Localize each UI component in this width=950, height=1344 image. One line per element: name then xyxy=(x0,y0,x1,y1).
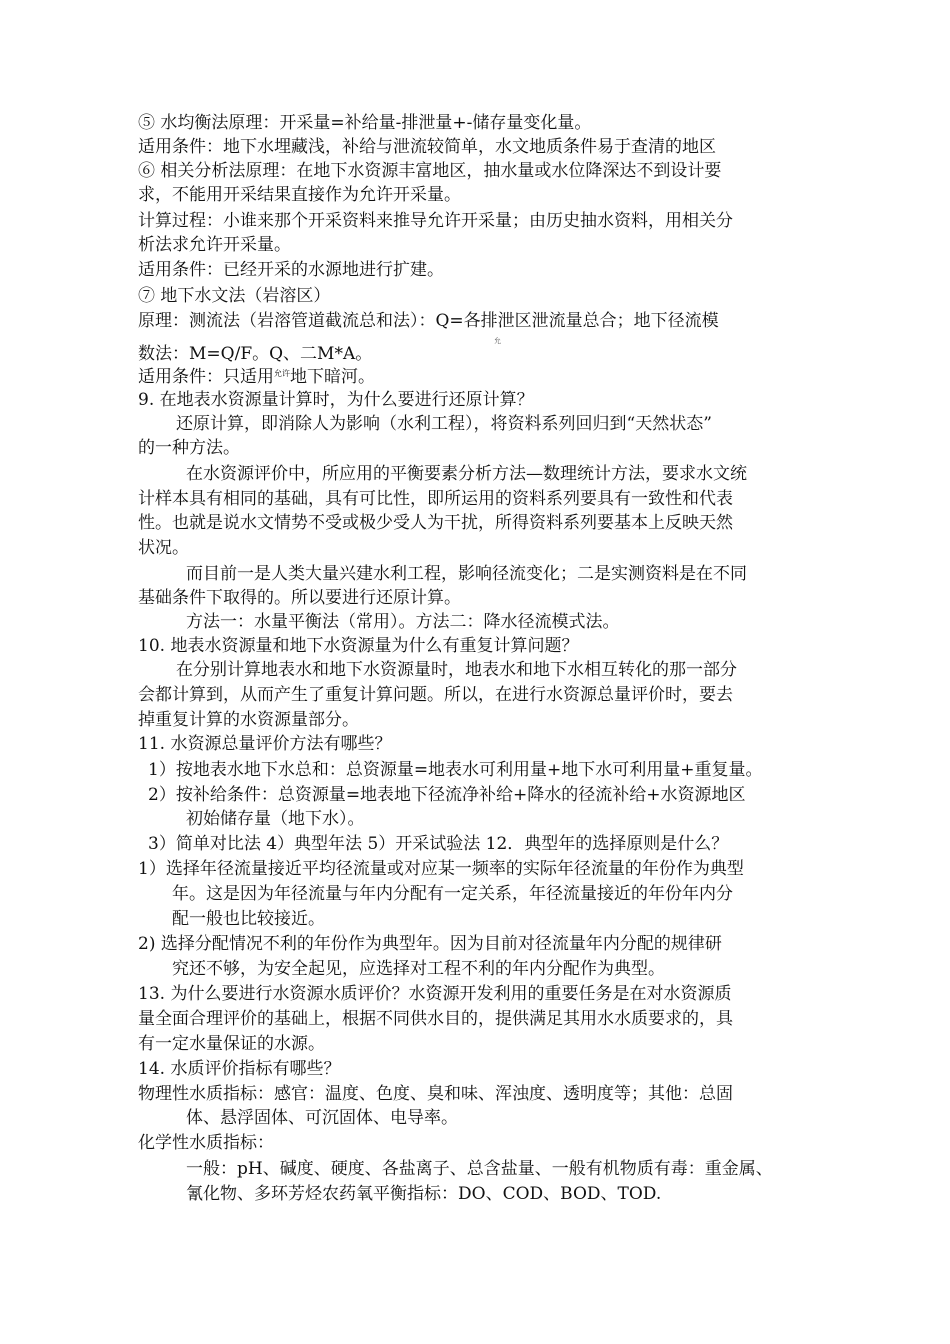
text-line: 适用条件：已经开采的水源地进行扩建。 xyxy=(138,260,444,280)
text-line: 性。也就是说水文情势不受或极少受人为干扰，所得资料系列要基本上反映天然 xyxy=(138,513,733,533)
text-line: 一般：pH、碱度、硬度、各盐离子、总含盐量、一般有机物质有毒：重金属、 xyxy=(186,1159,773,1179)
text-line: 析法求允许开采量。 xyxy=(138,235,291,255)
text-line: 求，不能用开采结果直接作为允许开采量。 xyxy=(138,185,461,205)
text-line: 在分别计算地表水和地下水资源量时，地表水和地下水相互转化的那一部分 xyxy=(176,660,737,680)
text-line: 会都计算到，从而产生了重复计算问题。所以，在进行水资源总量评价时，要去 xyxy=(138,685,733,705)
tiny-mark: 允 xyxy=(494,337,501,345)
text-span: 适用条件：只适用 xyxy=(138,367,274,387)
text-line: 配一般也比较接近。 xyxy=(172,909,325,929)
text-line: 物理性水质指标：感官：温度、色度、臭和味、浑浊度、透明度等；其他：总固 xyxy=(138,1084,733,1104)
text-line: 1）选择年径流量接近平均径流量或对应某一频率的实际年径流量的年份作为典型 xyxy=(138,859,744,879)
text-line: 13. 为什么要进行水资源水质评价？水资源开发利用的重要任务是在对水资源质 xyxy=(138,984,732,1004)
text-line: 1）按地表水地下水总和：总资源量=地表水可利用量+地下水可利用量+重复量。 xyxy=(148,760,763,780)
text-line: 计算过程：小谁来那个开采资料来推导允许开采量；由历史抽水资料，用相关分 xyxy=(138,211,733,231)
text-line: 还原计算，即消除人为影响（水利工程），将资料系列回归到“天然状态” xyxy=(176,414,712,434)
text-line: 在水资源评价中，所应用的平衡要素分析方法—数理统计方法，要求水文统 xyxy=(186,464,747,484)
text-line: 体、悬浮固体、可沉固体、电导率。 xyxy=(186,1108,458,1128)
text-line: 年。这是因为年径流量与年内分配有一定关系，年径流量接近的年份年内分 xyxy=(172,884,733,904)
text-line: 初始储存量（地下水）。 xyxy=(186,809,365,829)
text-line: 10. 地表水资源量和地下水资源量为什么有重复计算问题？ xyxy=(138,636,579,656)
text-line: 而目前一是人类大量兴建水利工程，影响径流变化；二是实测资料是在不同 xyxy=(186,564,747,584)
text-line: 方法一：水量平衡法（常用）。方法二：降水径流模式法。 xyxy=(186,612,620,632)
text-line: ⑤ 水均衡法原理：开采量=补给量-排泄量+-储存量变化量。 xyxy=(138,113,592,133)
text-line: 3）简单对比法 4）典型年法 5）开采试验法 12．典型年的选择原则是什么？ xyxy=(148,834,729,854)
text-span: 地下暗河。 xyxy=(290,367,375,387)
text-line: 化学性水质指标： xyxy=(138,1133,274,1153)
text-line xyxy=(138,366,375,388)
text-line: 的一种方法。 xyxy=(138,438,240,458)
text-line: 原理：测流法（岩溶管道截流总和法）：Q=各排泄区泄流量总合；地下径流模 xyxy=(138,311,719,331)
text-line: 量全面合理评价的基础上，根据不同供水目的，提供满足其用水水质要求的，具 xyxy=(138,1009,733,1029)
text-line: ⑥ 相关分析法原理：在地下水资源丰富地区，抽水量或水位降深达不到设计要 xyxy=(138,161,722,181)
text-line: 2) 选择分配情况不利的年份作为典型年。因为目前对径流量年内分配的规律研 xyxy=(138,934,722,954)
text-line: 数法：M=Q/F。Q、二M*A。 xyxy=(138,344,373,364)
text-line: 有一定水量保证的水源。 xyxy=(138,1034,325,1054)
text-line: 9. 在地表水资源量计算时，为什么要进行还原计算？ xyxy=(138,390,534,410)
text-line: 计样本具有相同的基础，具有可比性，即所运用的资料系列要具有一致性和代表 xyxy=(138,489,733,509)
text-line: 究还不够，为安全起见，应选择对工程不利的年内分配作为典型。 xyxy=(172,959,665,979)
text-line: 状况。 xyxy=(138,538,189,558)
text-line: 2）按补给条件：总资源量=地表地下径流净补给+降水的径流补给+水资源地区 xyxy=(148,785,746,805)
text-line: 11. 水资源总量评价方法有哪些？ xyxy=(138,734,392,754)
superscript-text: 允许 xyxy=(274,369,290,378)
text-line: 基础条件下取得的。所以要进行还原计算。 xyxy=(138,588,461,608)
text-line: 14. 水质评价指标有哪些？ xyxy=(138,1059,341,1079)
text-line: ⑦ 地下水文法（岩溶区） xyxy=(138,286,331,306)
text-line: 适用条件：地下水埋藏浅，补给与泄流较简单，水文地质条件易于查清的地区 xyxy=(138,137,716,157)
text-line: 氰化物、多环芳烃农药氧平衡指标：DO、COD、BOD、TOD. xyxy=(186,1184,662,1204)
text-line: 掉重复计算的水资源量部分。 xyxy=(138,710,359,730)
